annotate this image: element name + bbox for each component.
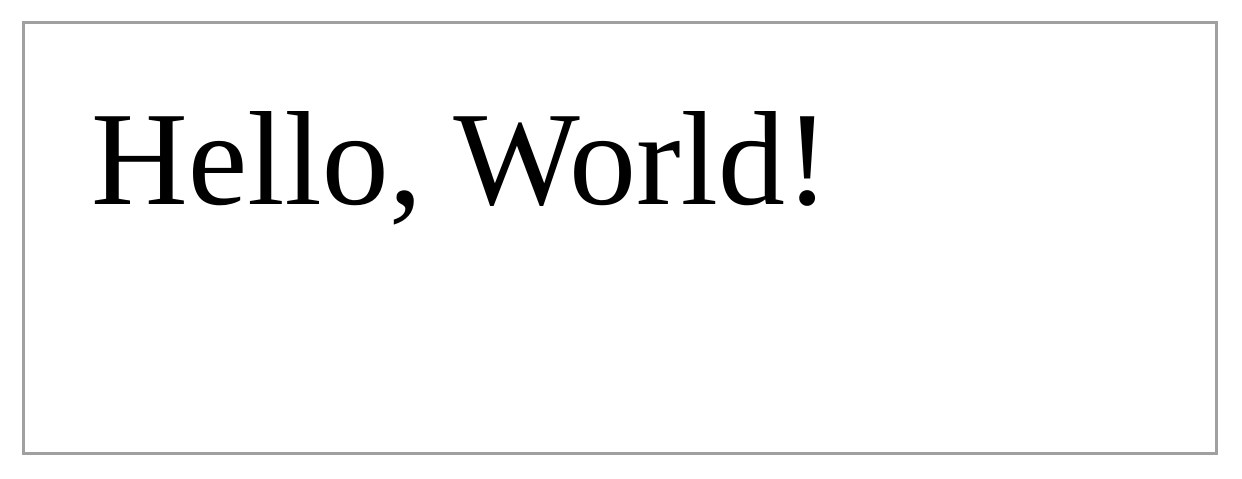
greeting-text: Hello, World!: [91, 85, 830, 233]
content-frame: [22, 21, 1218, 455]
